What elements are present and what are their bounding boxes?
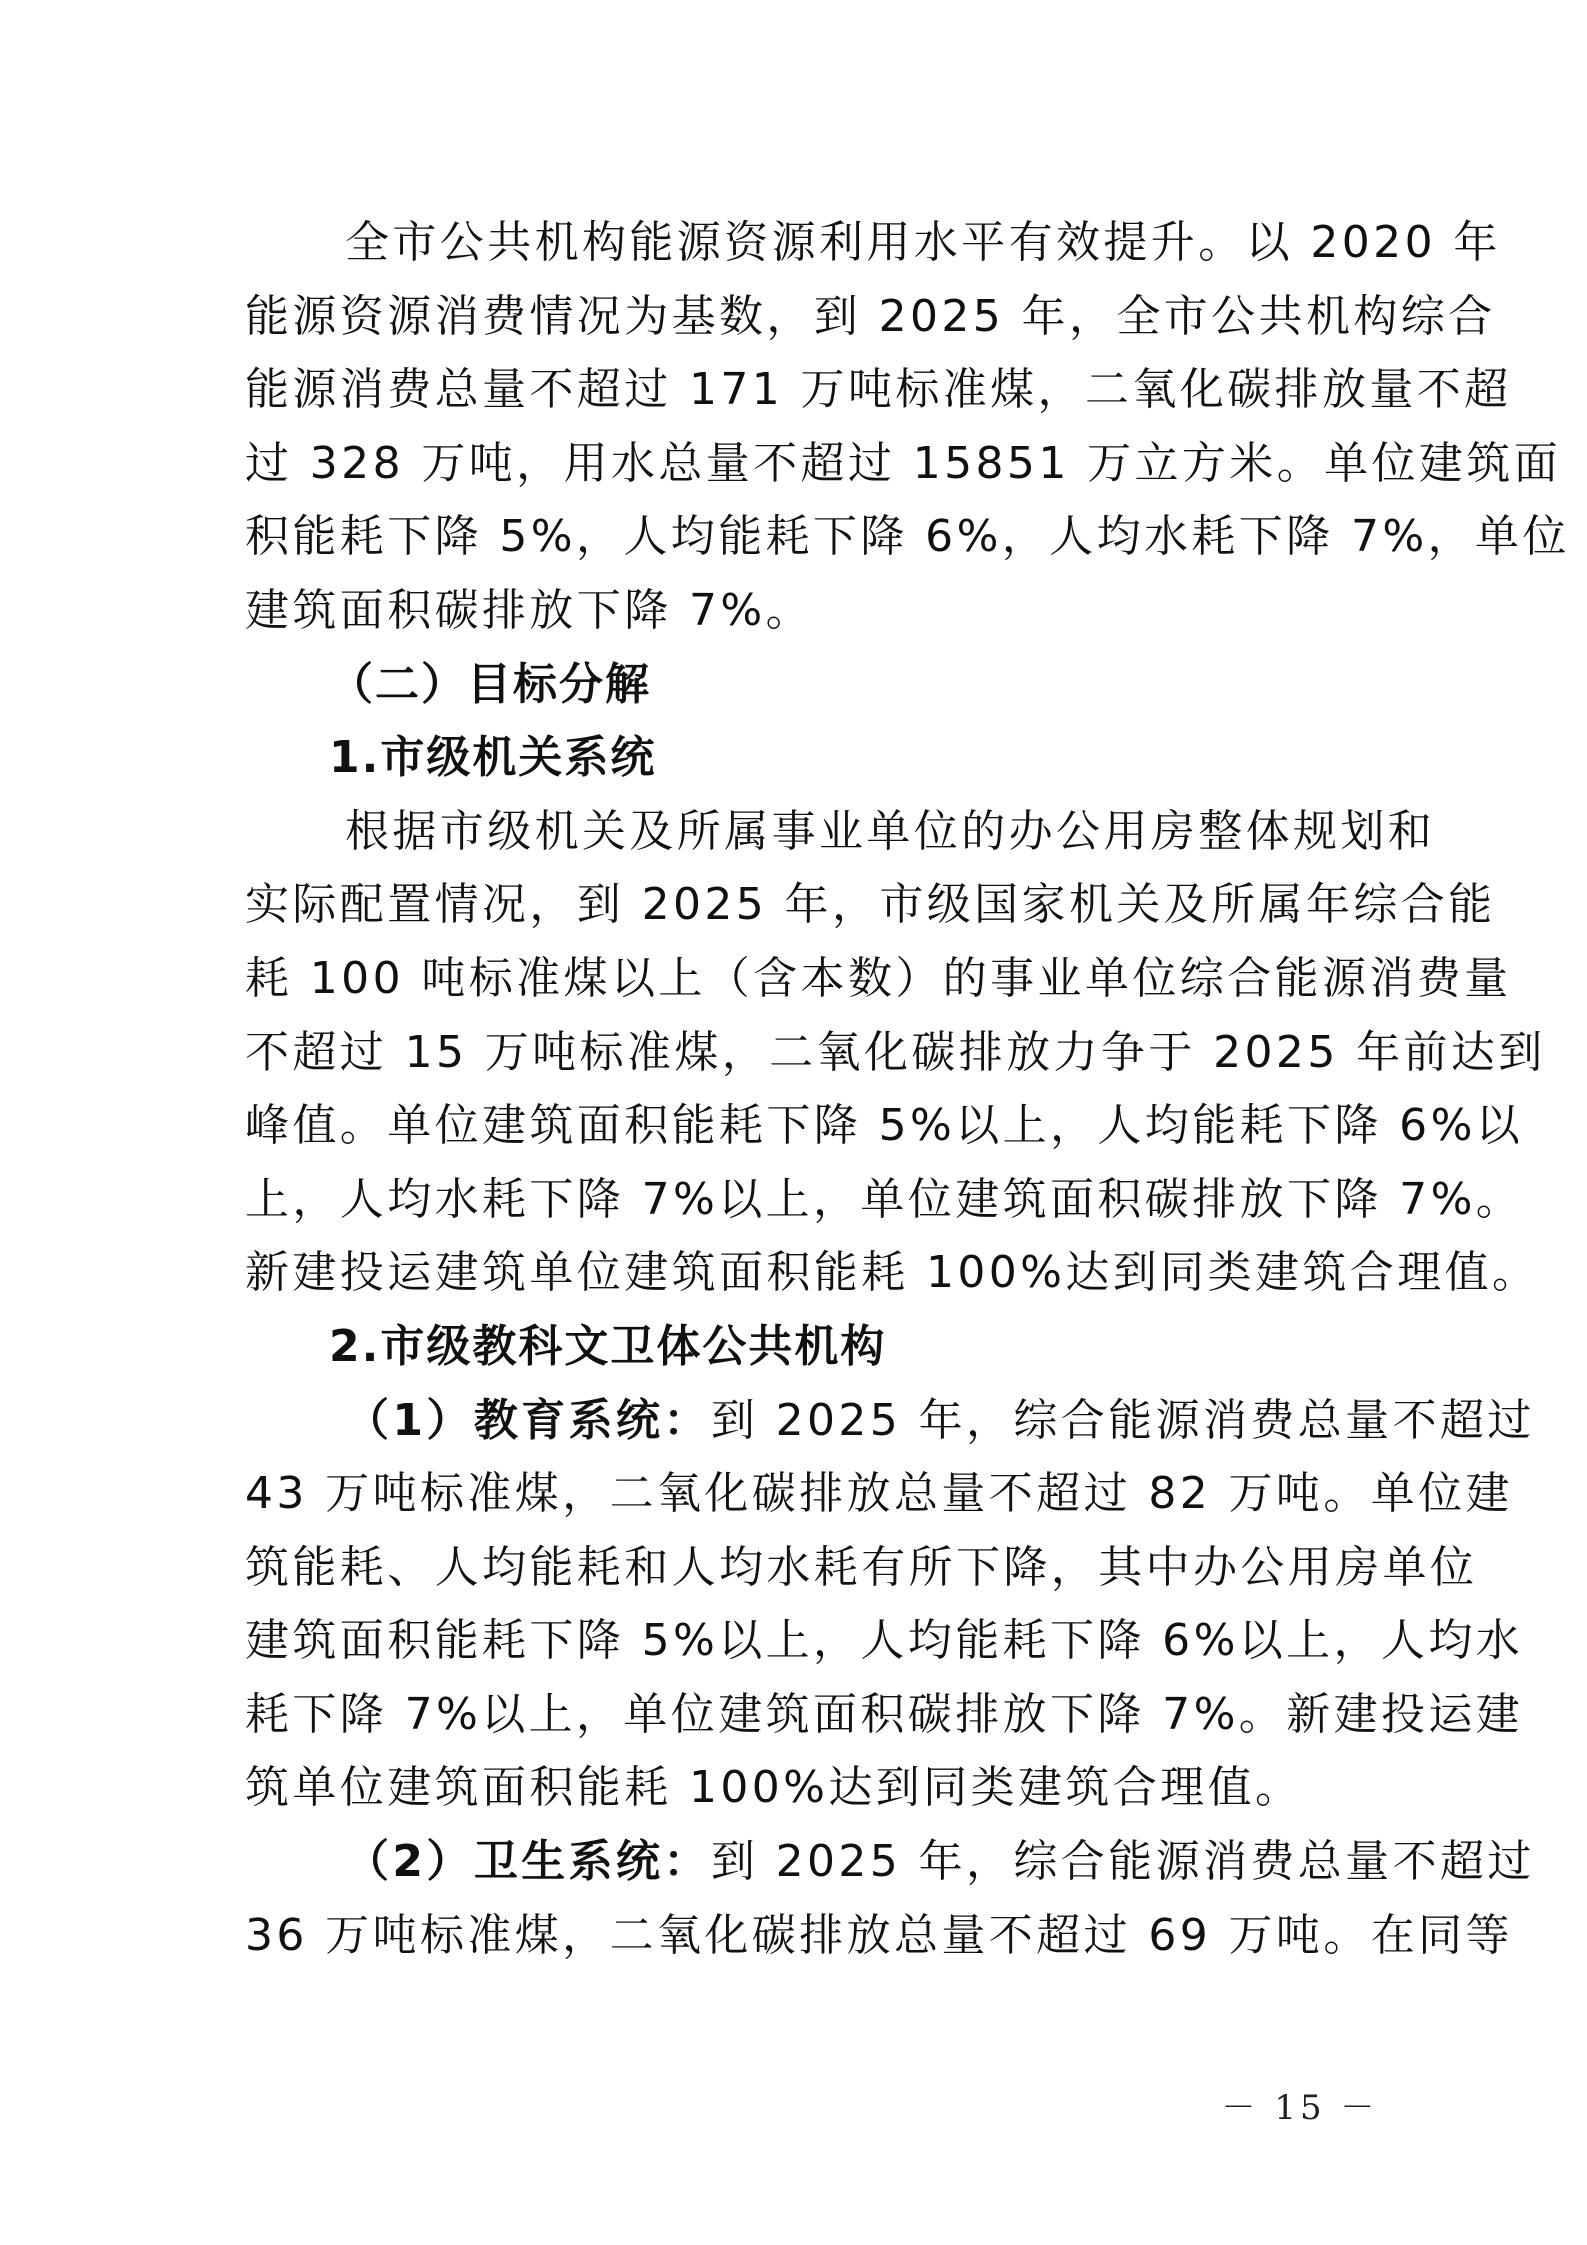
body-line: 能源消费总量不超过 171 万吨标准煤，二氧化碳排放量不超 [245, 364, 1512, 416]
document-body [245, 206, 1570, 1972]
body-line-labeled [245, 1384, 1535, 1458]
body-line: 筑单位建筑面积能耗 100%达到同类建筑合理值。 [245, 1762, 1303, 1814]
body-line: 峰值。单位建筑面积能耗下降 5%以上，人均能耗下降 6%以 [245, 1100, 1524, 1152]
body-line: 43 万吨标准煤，二氧化碳排放总量不超过 82 万吨。单位建 [245, 1468, 1513, 1520]
body-line: 建筑面积能耗下降 5%以上，人均能耗下降 6%以上，人均水 [245, 1615, 1524, 1667]
body-line: 全市公共机构能源资源利用水平有效提升。以 2020 年 [345, 217, 1501, 268]
body-line: 过 328 万吨，用水总量不超过 15851 万立方米。单位建筑面 [245, 437, 1562, 489]
body-line: 能源资源消费情况为基数，到 2025 年，全市公共机构综合 [245, 290, 1496, 342]
body-line: 根据市级机关及所属事业单位的办公用房整体规划和 [345, 805, 1436, 857]
body-line: 实际配置情况，到 2025 年，市级国家机关及所属年综合能 [245, 879, 1496, 931]
body-line: 不超过 15 万吨标准煤，二氧化碳排放力争于 2025 年前达到 [245, 1026, 1546, 1078]
body-line: 耗 100 吨标准煤以上（含本数）的事业单位综合能源消费量 [245, 952, 1512, 1004]
page-number: － 15 － [1221, 2088, 1379, 2128]
subsection-heading: 1.市级机关系统 [329, 732, 657, 784]
body-line: 耗下降 7%以上，单位建筑面积碳排放下降 7%。新建投运建 [245, 1688, 1524, 1740]
body-line-labeled [245, 1825, 1535, 1899]
section-heading: （二）目标分解 [329, 658, 651, 710]
item-text: 到 2025 年，综合能源消费总量不超过 [710, 1394, 1535, 1446]
body-line: 建筑面积碳排放下降 7%。 [245, 584, 813, 636]
body-line: 36 万吨标准煤，二氧化碳排放总量不超过 69 万吨。在同等 [245, 1909, 1513, 1961]
body-line: 积能耗下降 5%，人均能耗下降 6%，人均水耗下降 7%，单位 [245, 511, 1570, 563]
item-label: （1）教育系统： [345, 1394, 711, 1446]
body-line: 上，人均水耗下降 7%以上，单位建筑面积碳排放下降 7%。 [245, 1173, 1524, 1225]
body-line: 筑能耗、人均能耗和人均水耗有所下降，其中办公用房单位 [245, 1541, 1478, 1593]
item-text: 到 2025 年，综合能源消费总量不超过 [710, 1836, 1535, 1888]
body-line: 新建投运建筑单位建筑面积能耗 100%达到同类建筑合理值。 [245, 1247, 1540, 1299]
item-label: （2）卫生系统： [345, 1836, 711, 1888]
subsection-heading: 2.市级教科文卫体公共机构 [329, 1320, 887, 1372]
